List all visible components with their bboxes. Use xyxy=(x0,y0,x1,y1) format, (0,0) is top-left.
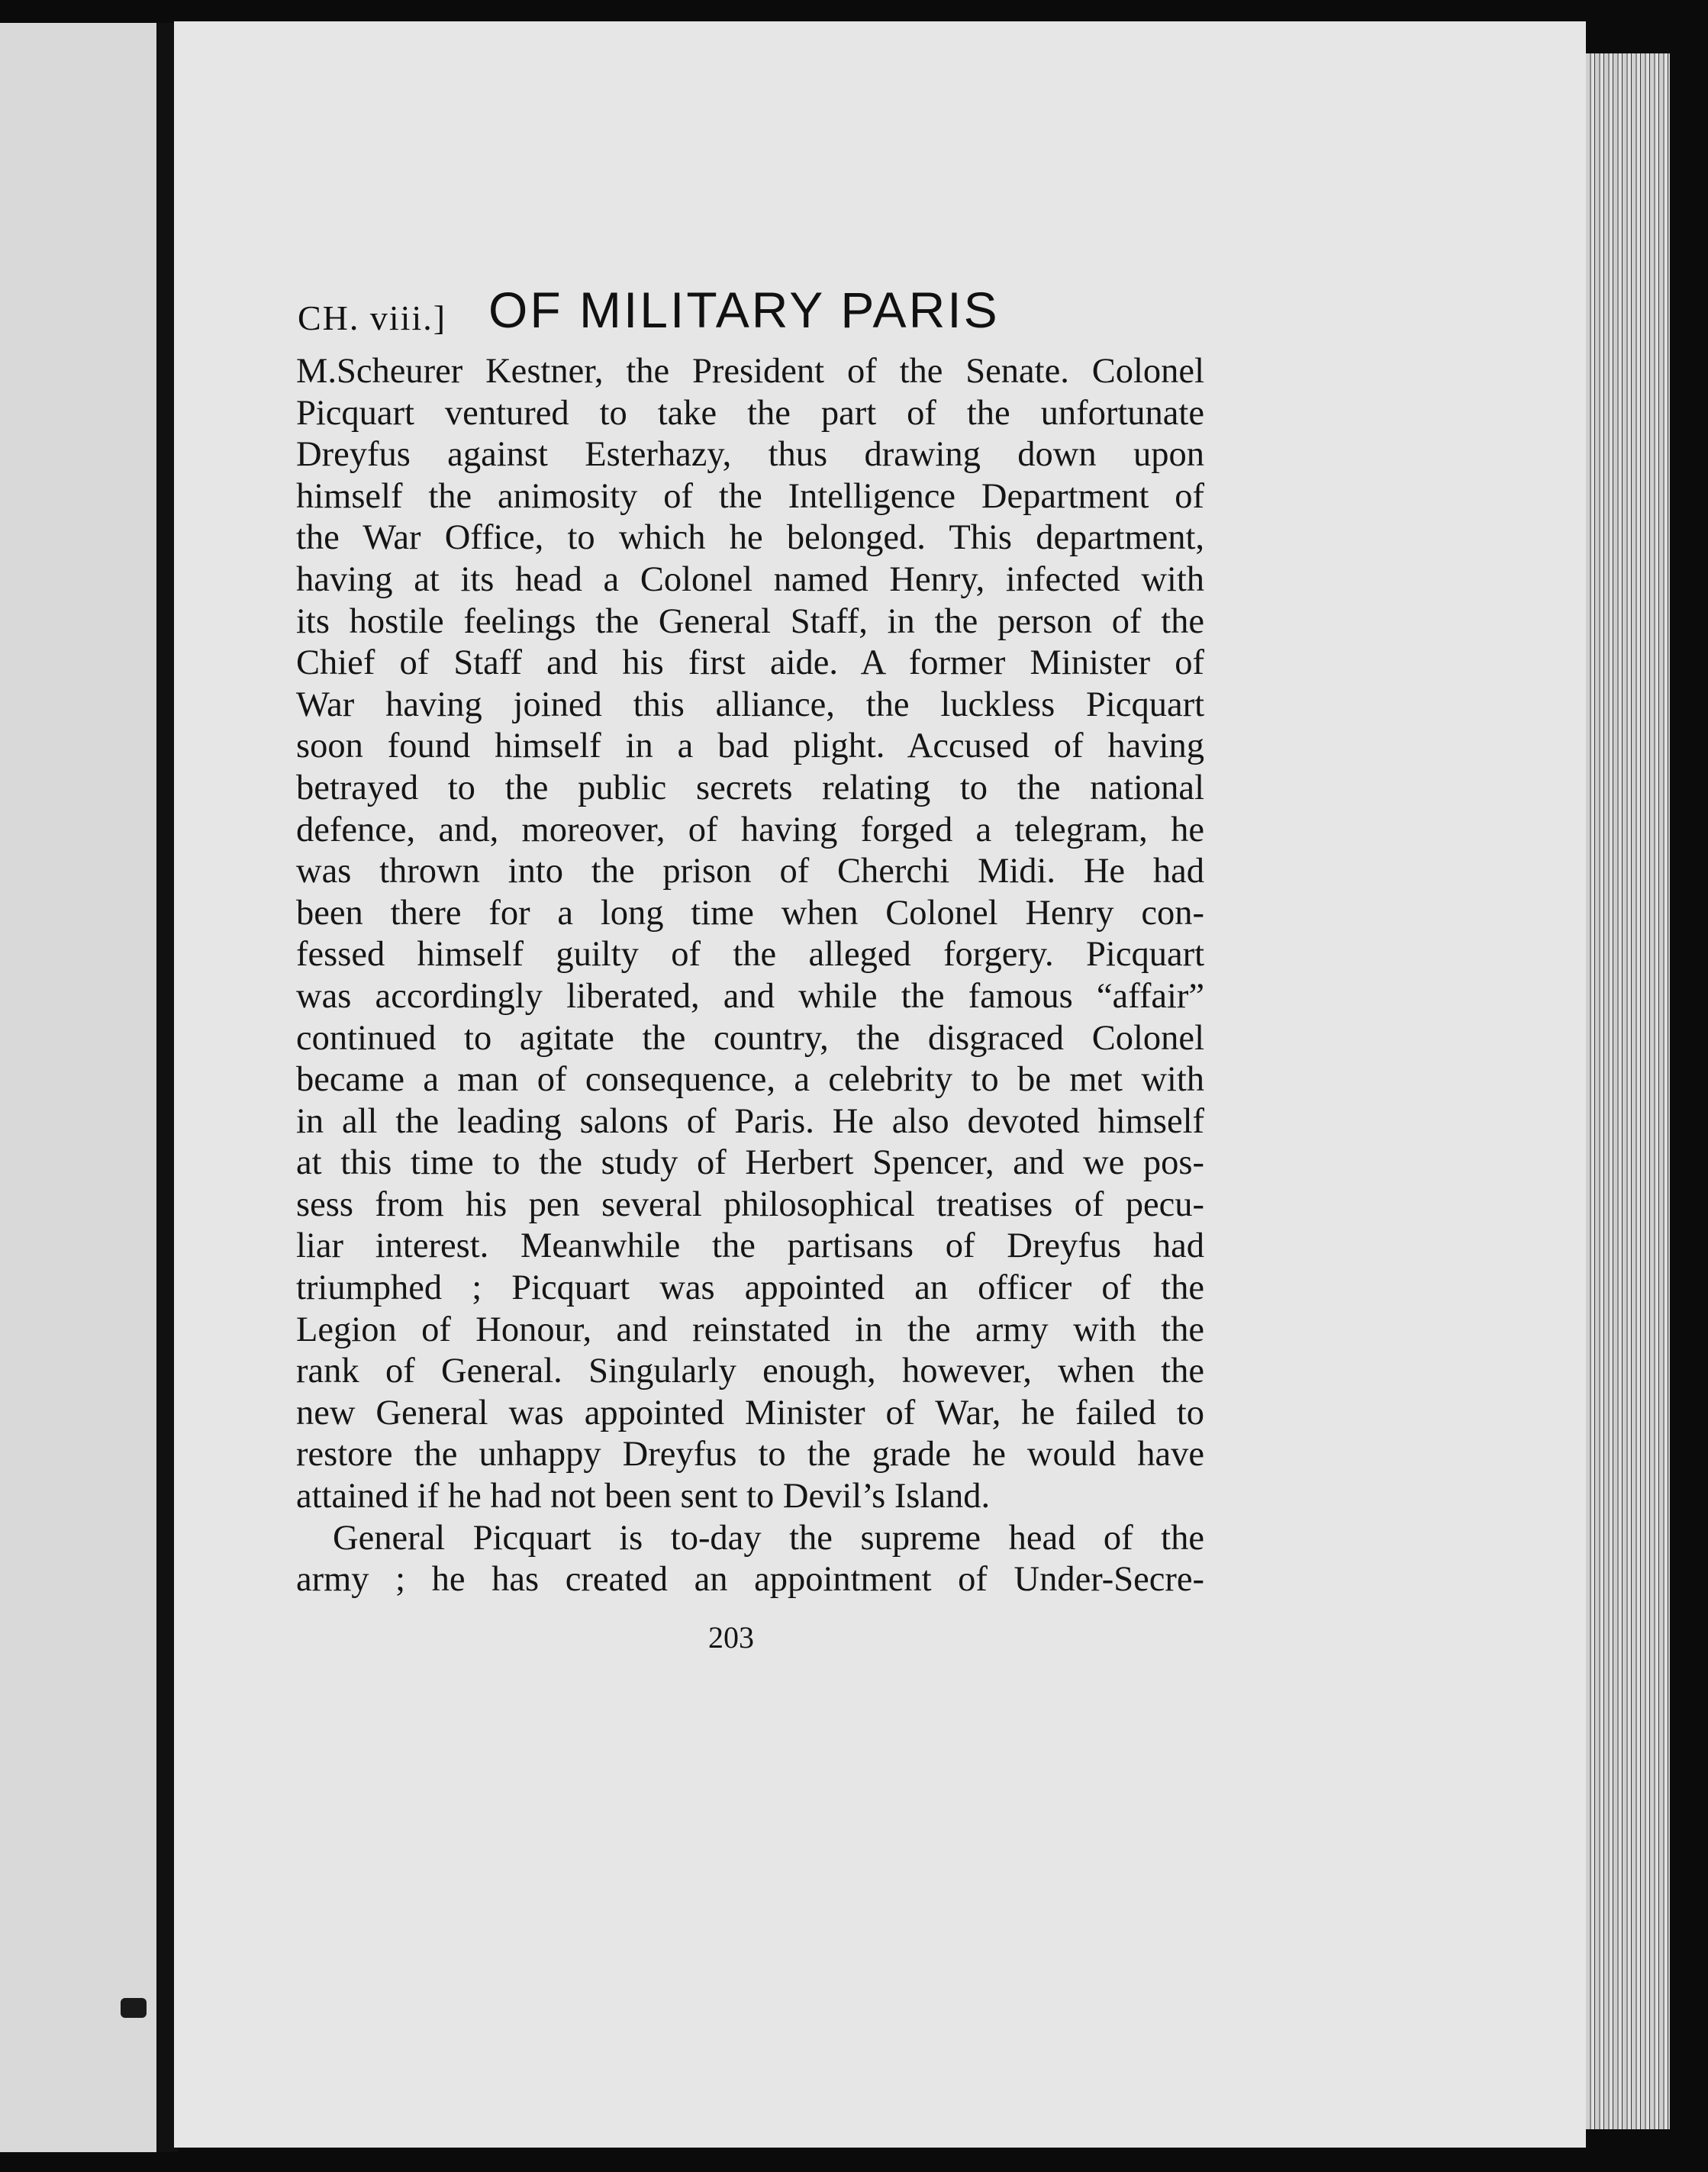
chapter-label: CH. viii.] xyxy=(298,298,447,337)
text-line: attained if he had not been sent to Devil’s Island. xyxy=(296,1477,991,1516)
page-stack-edges xyxy=(1586,53,1670,2129)
text-line: in all the leading salons of Paris. He also devoted himself xyxy=(296,1101,1204,1141)
ink-blot xyxy=(121,1998,147,2018)
text-line: Chief of Staff and his first aide. A former Minister of xyxy=(296,643,1204,683)
text-line: soon found himself in a bad plight. Accused of having xyxy=(296,727,1204,766)
text-line: the War Office, to which he belonged. This department, xyxy=(296,518,1204,558)
text-line: new General was appointed Minister of War, he failed to xyxy=(296,1393,1204,1432)
text-line: was accordingly liberated, and while the famous “affair” xyxy=(296,976,1204,1016)
text-line: having at its head a Colonel named Henry, infected with xyxy=(296,559,1204,599)
text-line: continued to agitate the country, the disgraced Colonel xyxy=(296,1018,1204,1058)
text-line: betrayed to the public secrets relating to the national xyxy=(296,768,1204,807)
text-line: at this time to the study of Herbert Spencer, and we pos- xyxy=(296,1143,1204,1183)
text-line: M.Scheurer Kestner, the President of the Senate. Colonel xyxy=(296,352,1204,391)
page-number: 203 xyxy=(708,1620,754,1655)
text-line: General Picquart is to-day the supreme head of the xyxy=(333,1518,1204,1558)
text-line: triumphed ; Picquart was appointed an officer of the xyxy=(296,1268,1204,1308)
text-line: army ; he has created an appointment of Under-Secre- xyxy=(296,1560,1204,1600)
text-line: Picquart ventured to take the part of the unfortunate xyxy=(296,393,1204,433)
text-line: Legion of Honour, and reinstated in the army with the xyxy=(296,1310,1204,1349)
text-line: Dreyfus against Esterhazy, thus drawing down upon xyxy=(296,435,1204,475)
text-line: rank of General. Singularly enough, however, when the xyxy=(296,1352,1204,1391)
text-line: liar interest. Meanwhile the partisans of Dreyfus had xyxy=(296,1226,1204,1266)
text-line: was thrown into the prison of Cherchi Midi. He had xyxy=(296,852,1204,891)
facing-page-edge xyxy=(0,23,156,2152)
text-line: War having joined this alliance, the luckless Picquart xyxy=(296,685,1204,724)
text-line: defence, and, moreover, of having forged a telegram, he xyxy=(296,810,1204,849)
text-line: fessed himself guilty of the alleged forgery. Picquart xyxy=(296,935,1204,975)
text-line: himself the animosity of the Intelligence Department of xyxy=(296,476,1204,516)
body-text xyxy=(296,351,1204,1601)
text-line: its hostile feelings the General Staff, in the person of the xyxy=(296,601,1204,641)
text-line: became a man of consequence, a celebrity to be met with xyxy=(296,1060,1204,1100)
running-title: OF MILITARY PARIS xyxy=(488,282,1000,338)
text-line: restore the unhappy Dreyfus to the grade he would have xyxy=(296,1435,1204,1474)
text-line: been there for a long time when Colonel Henry con- xyxy=(296,893,1204,933)
running-header xyxy=(298,281,1213,350)
text-line: sess from his pen several philosophical treatises of pecu- xyxy=(296,1184,1204,1224)
